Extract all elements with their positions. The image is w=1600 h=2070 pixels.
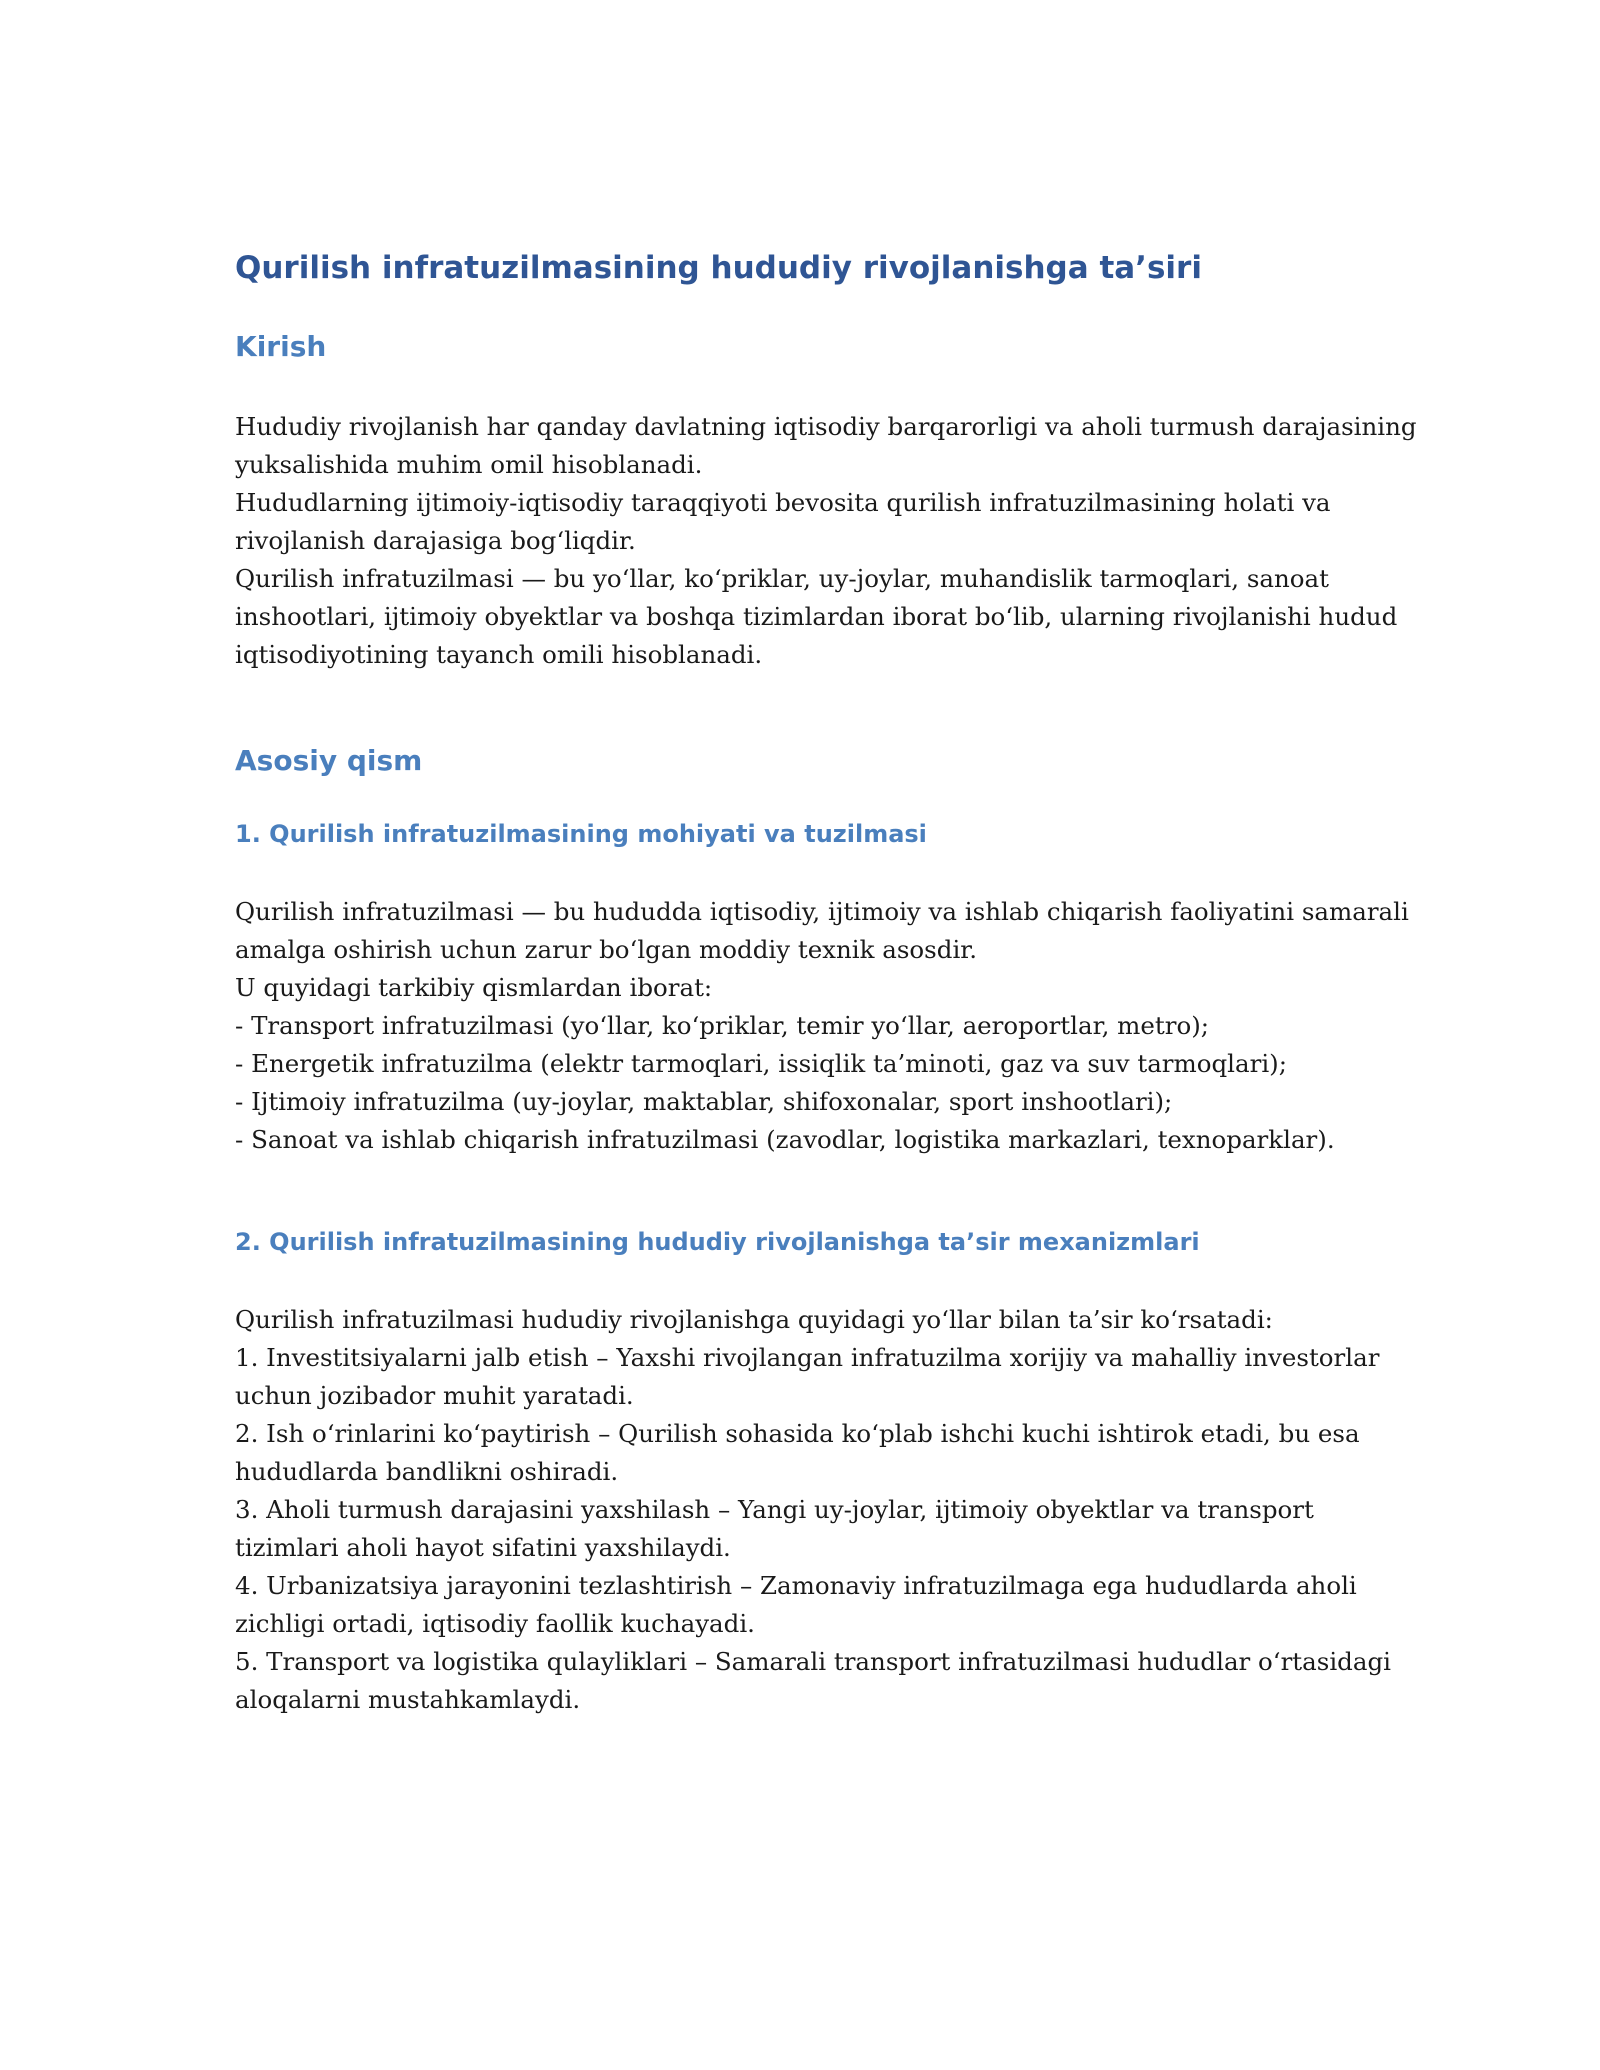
text-line: U quyidagi tarkibiy qismlardan iborat: [235, 973, 713, 1002]
list-item: 2. Ish o‘rinlarini ko‘paytirish – Qurilish sohasida ko‘plab ishchi kuchi ishtirok etadi, bu esa [235, 1419, 1360, 1448]
list-item: 4. Urbanizatsiya jarayonini tezlashtirish – Zamonaviy infratuzilmaga ega hududlarda aholi [235, 1571, 1357, 1600]
list-item: - Transport infratuzilmasi (yo‘llar, ko‘priklar, temir yo‘llar, aeroportlar, metro); [235, 1011, 1210, 1040]
list-item: - Energetik infratuzilma (elektr tarmoqlari, issiqlik ta’minoti, gaz va suv tarmoqlari); [235, 1049, 1287, 1078]
text-line: tizimlari aholi hayot sifatini yaxshilaydi. [235, 1533, 731, 1562]
intro-heading: Kirish [235, 330, 327, 363]
document-title: Qurilish infratuzilmasining hududiy rivojlanishga ta’siri [235, 250, 1202, 286]
text-line: Qurilish infratuzilmasi — bu yo‘llar, ko‘priklar, uy-joylar, muhandislik tarmoqlari, sanoat [235, 564, 1330, 593]
text-line: Hududlarning ijtimoiy-iqtisodiy taraqqiyoti bevosita qurilish infratuzilmasining holati va [235, 488, 1331, 517]
text-line: amalga oshirish uchun zarur bo‘lgan moddiy texnik asosdir. [235, 935, 978, 964]
list-item: 3. Aholi turmush darajasini yaxshilash – Yangi uy-joylar, ijtimoiy obyektlar va transport [235, 1495, 1314, 1524]
list-item: 5. Transport va logistika qulayliklari – Samarali transport infratuzilmasi hududlar o‘rtasidagi [235, 1647, 1391, 1676]
section1-heading: 1. Qurilish infratuzilmasining mohiyati va tuzilmasi [235, 820, 927, 848]
text-line: yuksalishida muhim omil hisoblanadi. [235, 450, 703, 479]
text-line: hududlarda bandlikni oshiradi. [235, 1457, 619, 1486]
text-line: aloqalarni mustahkamlaydi. [235, 1685, 581, 1714]
text-line: inshootlari, ijtimoiy obyektlar va boshqa tizimlardan iborat bo‘lib, ularning rivojlanishi hudud [235, 602, 1398, 631]
text-line: Hududiy rivojlanish har qanday davlatning iqtisodiy barqarorligi va aholi turmush darajasining [235, 412, 1417, 441]
text-line: iqtisodiyotining tayanch omili hisoblanadi. [235, 640, 763, 669]
text-line: zichligi ortadi, iqtisodiy faollik kuchayadi. [235, 1609, 755, 1638]
intro-paragraph [235, 408, 1417, 674]
text-line: rivojlanish darajasiga bog‘liqdir. [235, 526, 636, 555]
text-line: uchun jozibador muhit yaratadi. [235, 1381, 634, 1410]
section2-paragraph [235, 1301, 1395, 1719]
main-heading: Asosiy qism [235, 744, 423, 777]
section2-heading: 2. Qurilish infratuzilmasining hududiy rivojlanishga ta’sir mexanizmlari [235, 1228, 1200, 1256]
list-item: - Ijtimoiy infratuzilma (uy-joylar, maktablar, shifoxonalar, sport inshootlari); [235, 1087, 1173, 1116]
text-line: Qurilish infratuzilmasi — bu hududda iqtisodiy, ijtimoiy va ishlab chiqarish faoliyatini samarali [235, 897, 1409, 926]
list-item: 1. Investitsiyalarni jalb etish – Yaxshi rivojlangan infratuzilma xorijiy va mahalliy investorlar [235, 1343, 1380, 1372]
list-item: - Sanoat va ishlab chiqarish infratuzilmasi (zavodlar, logistika markazlari, texnoparklar). [235, 1125, 1335, 1154]
section1-paragraph [235, 893, 1409, 1159]
text-line: Qurilish infratuzilmasi hududiy rivojlanishga quyidagi yo‘llar bilan ta’sir ko‘rsatadi: [235, 1305, 1273, 1334]
